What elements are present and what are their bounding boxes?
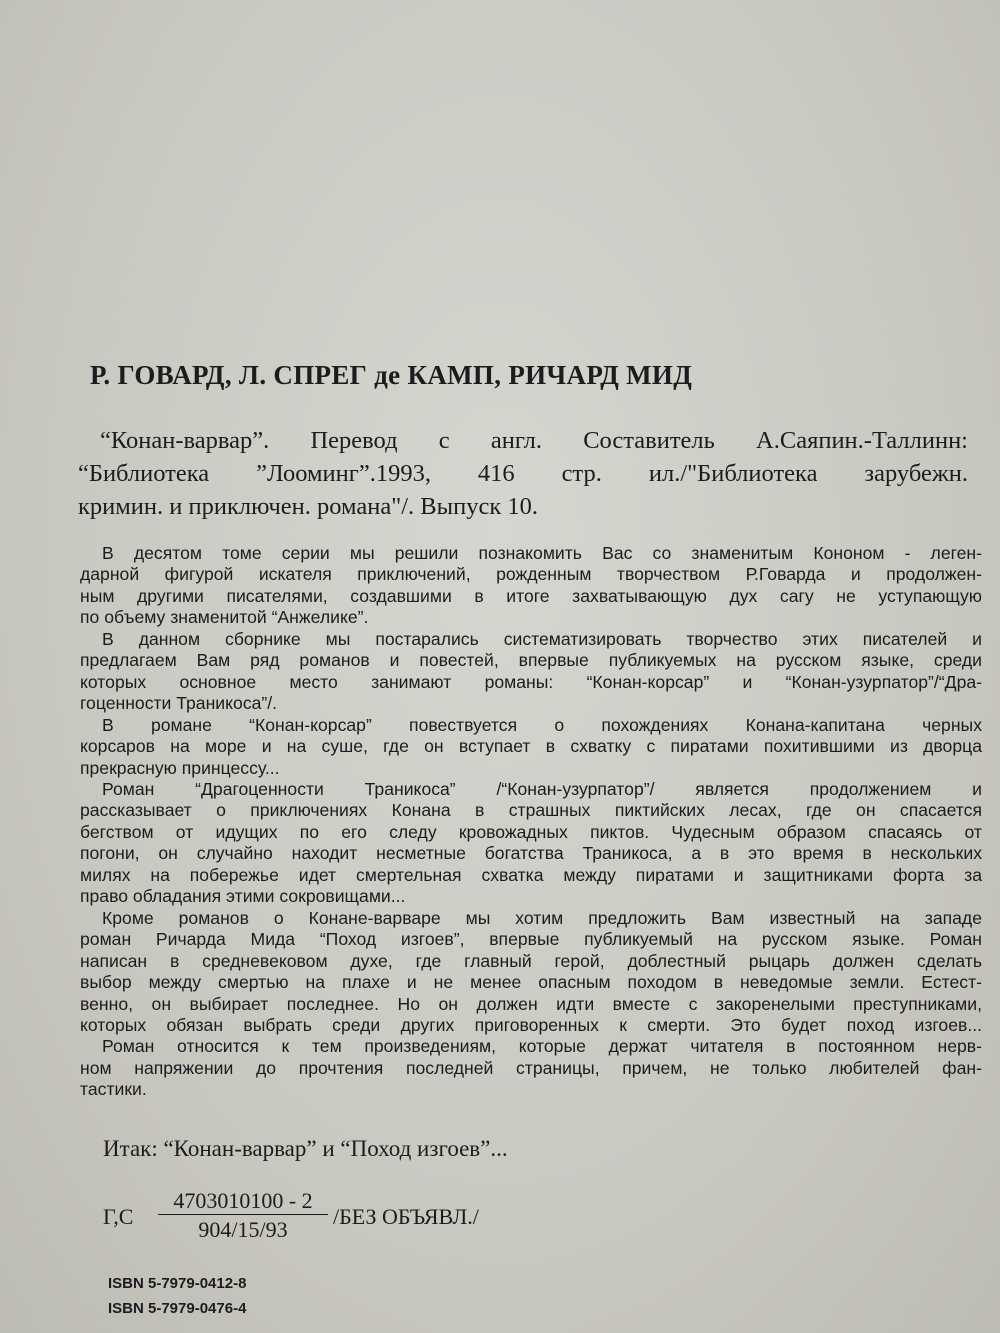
annotation-line: которых обязан выбрать среди других приговоренных к смерти. Это будет поход изгоев... [80, 1014, 982, 1035]
annotation-line: написан в средневековом духе, где главный герой, доблестный рыцарь должен сделать [80, 950, 982, 971]
code-fraction [158, 1188, 328, 1241]
code-denominator: 904/15/93 [198, 1217, 288, 1242]
annotation-line: прекрасную принцессу... [80, 757, 280, 778]
annotation-line: погони, он случайно находит несметные богатства Траникоса, а в это время в нескольких [80, 843, 982, 864]
bibliographic-record [78, 424, 968, 523]
annotation-line: Роман относится к тем произведениям, которые держат читателя в постоянном нерв- [102, 1036, 982, 1057]
annotation-line: В романе “Конан-корсар” повествуется о похождениях Конана-капитана черных [102, 714, 982, 735]
annotation-line: венно, он выбирает последнее. Но он должен идти вместе с закоренелыми преступниками, [80, 993, 982, 1014]
code-prefix: Г,С [103, 1204, 134, 1229]
annotation-line: милях на побережье идет смертельная схватка между пиратами и защитниками форта за [80, 864, 982, 885]
annotation-line: тастики. [80, 1079, 147, 1100]
annotation-line: право обладания этими сокровищами... [80, 886, 406, 907]
annotation-line: Кроме романов о Конане-варваре мы хотим предложить Вам известный на западе [102, 907, 982, 928]
imprint-line: “Конан-варвар”. Перевод с англ. Составитель А.Саяпин.-Таллинн: [100, 427, 968, 454]
annotation-line: роман Ричарда Мида “Поход изгоев”, впервые публикуемый на русском языке. Роман [80, 929, 982, 950]
annotation-line: рассказывает о приключениях Конана в страшных пиктийских лесах, где он спасается [80, 800, 982, 821]
annotation-line: корсаров на море и на суше, где он вступает в схватку с пиратами похитившими из дворца [80, 736, 982, 757]
annotation-line: В десятом томе серии мы решили познакомить Вас со знаменитым Кононом - леген- [102, 543, 982, 563]
code-suffix: /БЕЗ ОБЪЯВЛ./ [333, 1204, 479, 1229]
imprint-line: “Библиотека ”Лооминг”.1993, 416 стр. ил./"Библиотека зарубежн. [78, 460, 968, 487]
isbn-line: ISBN 5-7979-0412-8 [108, 1275, 247, 1292]
annotation-line: предлагаем Вам ряд романов и повестей, впервые публикуемых на русском языке, среди [80, 650, 982, 671]
imprint-line: кримин. и приключен. романа"/. Выпуск 10. [78, 493, 538, 520]
annotation-line: бегством от идущих по его следу кровожадных пиктов. Чудесным образом спасаясь от [80, 821, 982, 842]
code-numerator: 4703010100 - 2 [158, 1188, 328, 1215]
annotation-line: по объему знаменитой “Анжелике”. [80, 607, 369, 628]
annotation-line: выбор между смертью на плахе и не менее опасным походом в неведомые земли. Естест- [80, 972, 982, 993]
annotation-line: ным другими писателями, создавшими в итоге захватывающую дух сагу не уступающую [80, 585, 982, 606]
annotation-line: дарной фигурой искателя приключений, рожденным творчеством Р.Говарда и продолжен- [80, 564, 982, 585]
annotation-line: гоценности Траникоса”/. [80, 693, 278, 714]
closing-line: Итак: “Конан-варвар” и “Поход изгоев”... [103, 1136, 508, 1161]
annotation-line: ном напряжении до прочтения последней страницы, причем, не только любителей фан- [80, 1057, 982, 1078]
annotation-line: которых основное место занимают романы: “Конан-корсар” и “Конан-узурпатор”/“Дра- [80, 671, 982, 692]
isbn-line: ISBN 5-7979-0476-4 [108, 1300, 247, 1317]
annotation-text [80, 543, 982, 1101]
annotation-line: Роман “Драгоценности Траникоса” /“Конан-узурпатор”/ является продолжением и [102, 778, 982, 799]
authors-heading: Р. ГОВАРД, Л. СПРЕГ де КАМП, РИЧАРД МИД [90, 360, 693, 390]
annotation-line: В данном сборнике мы постарались систематизировать творчество этих писателей и [102, 628, 982, 649]
